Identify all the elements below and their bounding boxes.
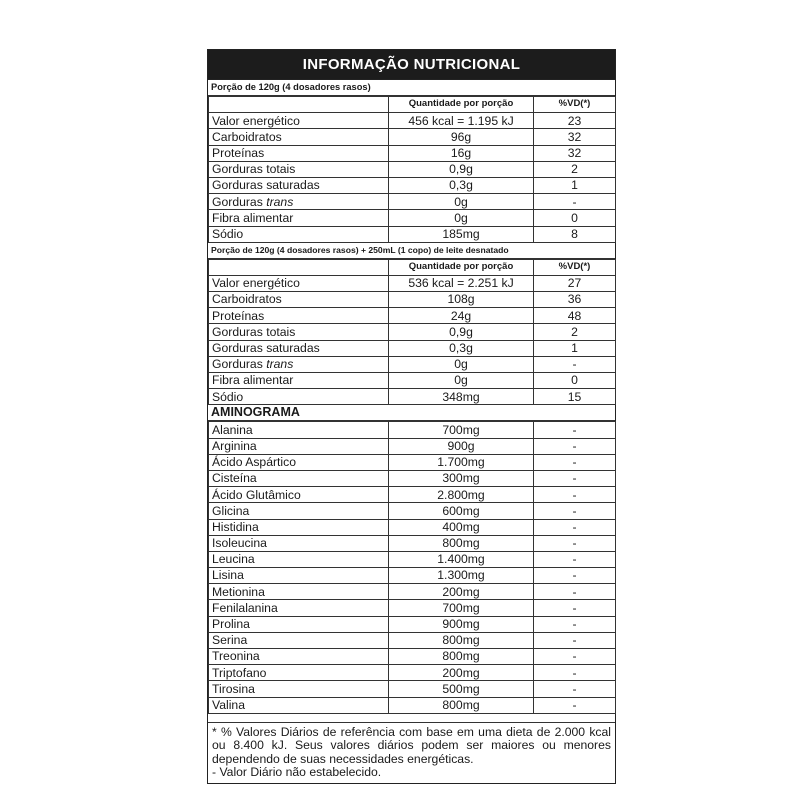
nutrient-dv: - <box>534 697 616 713</box>
header-quantity: Quantidade por porção <box>389 97 534 113</box>
nutrient-name-text: Gorduras saturadas <box>212 178 320 193</box>
nutrient-name <box>209 519 389 535</box>
header-dv: %VD(*) <box>534 259 616 275</box>
table-row <box>209 210 616 226</box>
nutrient-name-italic: trans <box>266 357 294 372</box>
table-row <box>209 519 616 535</box>
nutrient-name-text: Sódio <box>212 389 244 404</box>
nutrient-name-text: Serina <box>212 633 248 648</box>
nutrient-name <box>209 665 389 681</box>
divider <box>208 714 615 723</box>
nutrient-name-text: Ácido Glutâmico <box>212 487 301 502</box>
nutrient-quantity: 700mg <box>389 422 534 438</box>
nutrient-quantity: 536 kcal = 2.251 kJ <box>389 275 534 291</box>
nutrient-name-text: Cisteína <box>212 471 257 486</box>
nutrient-name-text: Ácido Aspártico <box>212 455 297 470</box>
nutrient-dv: - <box>534 535 616 551</box>
nutrient-dv: 32 <box>534 129 616 145</box>
table-row <box>209 324 616 340</box>
nutrient-name <box>209 356 389 372</box>
table-row <box>209 226 616 242</box>
table-row <box>209 113 616 129</box>
nutrient-name <box>209 308 389 324</box>
table-row <box>209 422 616 438</box>
aminogram-table <box>208 421 616 713</box>
nutrient-quantity: 400mg <box>389 519 534 535</box>
nutrient-quantity: 0g <box>389 356 534 372</box>
table-row <box>209 373 616 389</box>
nutrient-name <box>209 454 389 470</box>
header-empty-cell <box>209 259 389 275</box>
nutrient-dv: - <box>534 584 616 600</box>
nutrient-quantity: 500mg <box>389 681 534 697</box>
nutrient-name <box>209 177 389 193</box>
nutrient-quantity: 800mg <box>389 697 534 713</box>
nutrient-quantity: 96g <box>389 129 534 145</box>
table-row <box>209 551 616 567</box>
nutrient-name-text: Fibra alimentar <box>212 210 294 225</box>
nutrient-dv: - <box>534 649 616 665</box>
table-row <box>209 308 616 324</box>
header-quantity: Quantidade por porção <box>389 259 534 275</box>
nutrient-name <box>209 275 389 291</box>
nutrient-name <box>209 470 389 486</box>
nutrient-name <box>209 145 389 161</box>
table-row <box>209 454 616 470</box>
nutrient-dv: 8 <box>534 226 616 242</box>
nutrient-name-text: Gorduras <box>212 194 267 209</box>
table-row <box>209 275 616 291</box>
nutrient-name-text: Gorduras totais <box>212 162 296 177</box>
nutrient-name-text: Histidina <box>212 519 259 534</box>
nutrient-name <box>209 697 389 713</box>
table-row <box>209 292 616 308</box>
nutrient-name-text: Carboidratos <box>212 129 282 144</box>
nutrient-dv: - <box>534 487 616 503</box>
nutrient-dv: 27 <box>534 275 616 291</box>
nutrient-quantity: 1.700mg <box>389 454 534 470</box>
nutrient-dv: - <box>534 665 616 681</box>
table-row <box>209 340 616 356</box>
nutrient-dv: 48 <box>534 308 616 324</box>
aminogram-title: AMINOGRAMA <box>208 405 615 421</box>
table-row <box>209 600 616 616</box>
nutrient-quantity: 24g <box>389 308 534 324</box>
nutrient-name <box>209 535 389 551</box>
nutrient-name-text: Leucina <box>212 552 255 567</box>
nutrient-quantity: 0,9g <box>389 324 534 340</box>
nutrient-quantity: 2.800mg <box>389 487 534 503</box>
nutrient-name <box>209 389 389 405</box>
nutrient-name <box>209 292 389 308</box>
nutrient-name <box>209 487 389 503</box>
nutrient-dv: - <box>534 568 616 584</box>
nutrient-dv: - <box>534 519 616 535</box>
nutrient-dv: - <box>534 438 616 454</box>
nutrient-name-text: Tirosina <box>212 681 255 696</box>
table-row <box>209 503 616 519</box>
footnote-dv-reference: * % Valores Diários de referência com base em uma dieta de 2.000 kcal ou 8.400 kJ. Seus valores diários podem ser maiores ou menores dependendo de suas necessidades energéticas. <box>212 724 611 766</box>
nutrient-quantity: 800mg <box>389 649 534 665</box>
table-row <box>209 487 616 503</box>
nutrient-dv: - <box>534 632 616 648</box>
table-row <box>209 129 616 145</box>
nutrient-name <box>209 438 389 454</box>
nutrient-dv: 2 <box>534 324 616 340</box>
nutrient-quantity: 200mg <box>389 584 534 600</box>
nutrient-dv: - <box>534 454 616 470</box>
nutrient-quantity: 200mg <box>389 665 534 681</box>
table-row <box>209 194 616 210</box>
nutrition-facts-panel <box>207 49 616 784</box>
nutrient-name <box>209 632 389 648</box>
nutrient-dv: - <box>534 551 616 567</box>
nutrient-quantity: 0g <box>389 210 534 226</box>
nutrient-name-text: Valina <box>212 697 245 712</box>
nutrient-dv: - <box>534 503 616 519</box>
nutrient-name-text: Lisina <box>212 568 244 583</box>
nutrient-name <box>209 324 389 340</box>
nutrient-quantity: 700mg <box>389 600 534 616</box>
nutrient-name <box>209 161 389 177</box>
nutrient-name-text: Gorduras totais <box>212 324 296 339</box>
nutrient-dv: - <box>534 600 616 616</box>
nutrient-dv: 36 <box>534 292 616 308</box>
nutrient-name <box>209 503 389 519</box>
nutrient-name-text: Gorduras <box>212 357 267 372</box>
nutrient-name-text: Triptofano <box>212 665 267 680</box>
nutrient-dv: 0 <box>534 373 616 389</box>
nutrient-quantity: 900mg <box>389 616 534 632</box>
nutrient-name-text: Treonina <box>212 649 260 664</box>
nutrient-quantity: 0,9g <box>389 161 534 177</box>
header-dv: %VD(*) <box>534 97 616 113</box>
nutrient-name <box>209 649 389 665</box>
table-row <box>209 681 616 697</box>
nutrient-dv: - <box>534 470 616 486</box>
table-row <box>209 697 616 713</box>
nutrient-name <box>209 422 389 438</box>
nutrient-quantity: 800mg <box>389 535 534 551</box>
nutrient-quantity: 0,3g <box>389 177 534 193</box>
table-row <box>209 145 616 161</box>
table-header-row <box>209 259 616 275</box>
nutrient-name <box>209 600 389 616</box>
nutrient-name <box>209 113 389 129</box>
nutrient-name-text: Isoleucina <box>212 536 267 551</box>
table-row <box>209 632 616 648</box>
nutrient-dv: 1 <box>534 340 616 356</box>
portion-label-2: Porção de 120g (4 dosadores rasos) + 250mL (1 copo) de leite desnatado <box>208 243 615 259</box>
header-empty-cell <box>209 97 389 113</box>
nutrient-dv: - <box>534 422 616 438</box>
nutrient-quantity: 0g <box>389 373 534 389</box>
table-row <box>209 535 616 551</box>
nutrient-name <box>209 568 389 584</box>
nutrient-name-text: Sódio <box>212 226 244 241</box>
nutrient-name-text: Proteínas <box>212 145 265 160</box>
nutrient-name-italic: trans <box>266 194 294 209</box>
table-header-row <box>209 97 616 113</box>
table-row <box>209 389 616 405</box>
nutrition-table-1 <box>208 96 616 243</box>
nutrient-quantity: 0g <box>389 194 534 210</box>
nutrient-name <box>209 226 389 242</box>
table-row <box>209 356 616 372</box>
nutrient-dv: - <box>534 356 616 372</box>
nutrient-name-text: Gorduras saturadas <box>212 341 320 356</box>
nutrient-name <box>209 194 389 210</box>
nutrient-name-text: Valor energético <box>212 276 300 291</box>
nutrient-name-text: Carboidratos <box>212 292 282 307</box>
nutrient-name-text: Prolina <box>212 617 250 632</box>
nutrient-name-text: Metionina <box>212 584 265 599</box>
portion-label-1: Porção de 120g (4 dosadores rasos) <box>208 80 615 96</box>
table-row <box>209 665 616 681</box>
nutrient-quantity: 16g <box>389 145 534 161</box>
nutrient-dv: 15 <box>534 389 616 405</box>
nutrient-name <box>209 340 389 356</box>
nutrient-name <box>209 584 389 600</box>
nutrient-name <box>209 210 389 226</box>
nutrient-name-text: Glicina <box>212 503 250 518</box>
nutrient-name <box>209 616 389 632</box>
nutrient-name-text: Fenilalanina <box>212 600 278 615</box>
nutrient-quantity: 348mg <box>389 389 534 405</box>
nutrient-quantity: 456 kcal = 1.195 kJ <box>389 113 534 129</box>
table-row <box>209 470 616 486</box>
table-row <box>209 161 616 177</box>
nutrient-quantity: 185mg <box>389 226 534 242</box>
panel-title: INFORMAÇÃO NUTRICIONAL <box>208 50 615 80</box>
nutrient-dv: 1 <box>534 177 616 193</box>
nutrient-quantity: 800mg <box>389 632 534 648</box>
nutrient-dv: 23 <box>534 113 616 129</box>
nutrient-quantity: 300mg <box>389 470 534 486</box>
nutrient-dv: - <box>534 194 616 210</box>
footnote <box>208 723 615 784</box>
footnote-dv-not-established: - Valor Diário não estabelecido. <box>212 764 382 779</box>
nutrient-name-text: Valor energético <box>212 113 300 128</box>
nutrient-quantity: 1.400mg <box>389 551 534 567</box>
table-row <box>209 649 616 665</box>
table-row <box>209 438 616 454</box>
table-row <box>209 568 616 584</box>
nutrient-dv: 32 <box>534 145 616 161</box>
nutrient-quantity: 0,3g <box>389 340 534 356</box>
nutrient-dv: - <box>534 616 616 632</box>
nutrient-quantity: 600mg <box>389 503 534 519</box>
nutrient-name <box>209 551 389 567</box>
table-row <box>209 616 616 632</box>
nutrient-name-text: Proteínas <box>212 308 265 323</box>
nutrient-dv: 2 <box>534 161 616 177</box>
table-row <box>209 584 616 600</box>
nutrient-quantity: 900g <box>389 438 534 454</box>
nutrient-dv: 0 <box>534 210 616 226</box>
nutrient-name <box>209 373 389 389</box>
nutrient-name-text: Fibra alimentar <box>212 373 294 388</box>
table-row <box>209 177 616 193</box>
nutrient-name-text: Arginina <box>212 438 257 453</box>
nutrient-dv: - <box>534 681 616 697</box>
nutrient-name <box>209 681 389 697</box>
nutrient-quantity: 108g <box>389 292 534 308</box>
nutrient-quantity: 1.300mg <box>389 568 534 584</box>
nutrient-name-text: Alanina <box>212 422 253 437</box>
nutrition-table-2 <box>208 259 616 406</box>
nutrient-name <box>209 129 389 145</box>
